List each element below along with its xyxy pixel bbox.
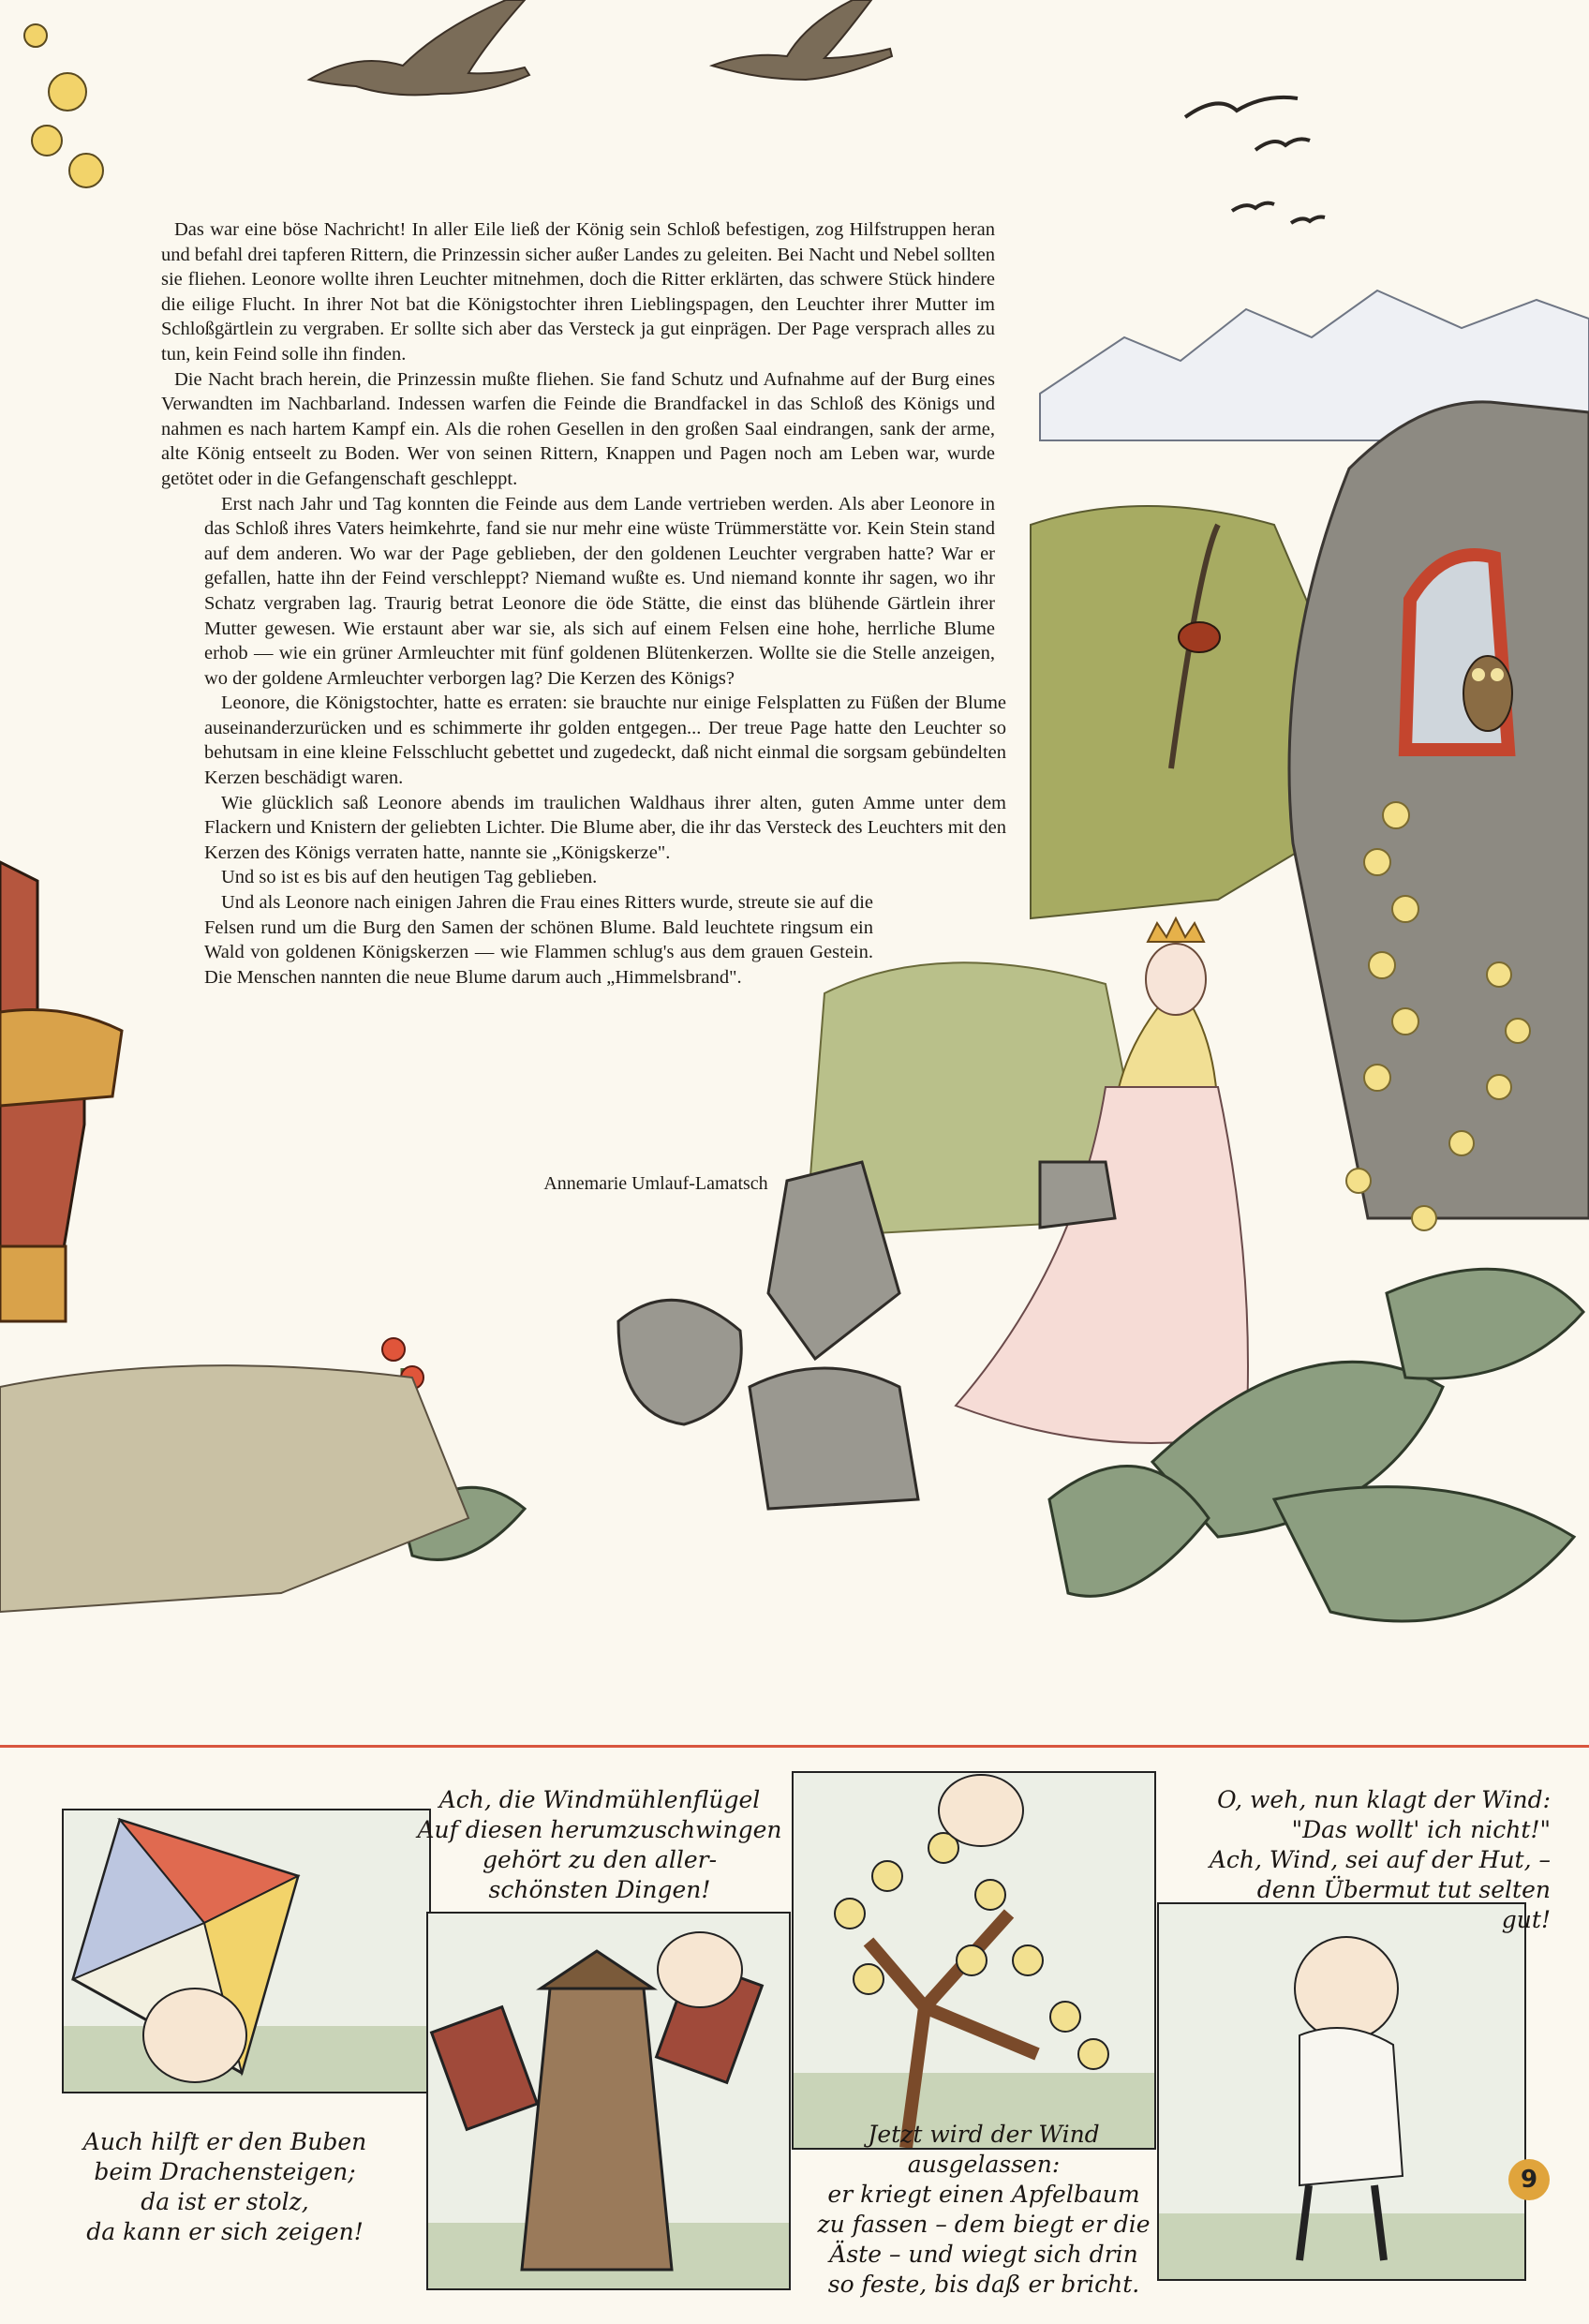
crying-child-icon [1159, 1904, 1524, 2279]
comic-panel-windmill [426, 1912, 791, 2290]
ground [0, 1365, 468, 1612]
ruin-rock [1289, 402, 1589, 1218]
story-paragraph-5: Wie glücklich saß Leonore abends im traulichen Waldhaus ihrer alten, guten Amme unter dem Flackern und Knistern der geliebten Lichter. Die Blume aber, die ihr das Versteck des Leuchters mit den Kerzen des Königs verraten hatte, nannte sie „Königskerze". [204, 792, 1006, 863]
story-paragraph-3: Erst nach Jahr und Tag konnten die Feinde aus dem Lande vertrieben werden. Als aber Leonore in das Schloß ihres Vaters heimkehrte, fand sie nur mehr eine wüste Trümmerstätte vor. Kein Stein stand auf dem anderen. Wo war der Page geblieben, der den goldenen Leuchter vergraben hatte? War er gefallen, hatte ihn der Feind verschleppt? Niemand wußte es. Und niemand konnte ihr sagen, wo ihr Schatz vergraben lag. Traurig betrat Leonore die öde Stätte, die einst das blühende Gärtlein ihrer Mutter gewesen. Wie erstaunt aber war sie, als sich auf einem Felsen eine hohe, herrliche Blume erhob — wie ein grüner Armleuchter mit fünf goldenen Blütenkerzen. Wollte sie die Stelle anzeigen, wo der goldene Armleuchter verborgen lag? Die Kerzen des Königs? [204, 493, 995, 689]
story-paragraph-6: Und so ist es bis auf den heutigen Tag geblieben. [221, 867, 598, 888]
story-text [161, 217, 1006, 990]
story-paragraph-2: Die Nacht brach herein, die Prinzessin mußte fliehen. Sie fand Schutz und Aufnahme auf der Burg eines Verwandten im Nachbarland. Indessen warfen die Feinde die Brandfackel in das Schloß des Königs und nahmen es nach hartem Kampf ein. Als die rohen Gesellen in den großen Saal eindrangen, sank der arme, alte König entseelt zu Boden. Wer von seinen Rittern, Knappen und Pagen noch am Leben war, wurde getötet oder in die Gefangenschaft geschleppt. [161, 368, 995, 489]
crown-icon [1148, 918, 1204, 942]
apple-tree-icon [794, 1773, 1154, 2148]
page-number: 9 [1508, 2159, 1550, 2200]
story-paragraph-7: Und als Leonore nach einigen Jahren die Frau eines Ritters wurde, streute sie auf die Felsen rund um die Burg den Samen der schönen Blume. Bald leuchtete ringsum ein Wald von goldenen Königskerzen — wie Flammen schlug's aus dem grauen Gestein. Die Menschen nannten die neue Blume darum auch „Himmelsbrand". [204, 892, 873, 988]
comic-panel-kite [62, 1809, 431, 2093]
kite-icon [64, 1810, 429, 2092]
author-name: Annemarie Umlauf-Lamatsch [543, 1173, 768, 1194]
bird-icon [1185, 97, 1325, 223]
comic-caption-2: Ach, die Windmühlenflügel Auf diesen herumzuschwingen gehört zu den aller- schönsten Dingen! [417, 1786, 782, 1903]
comic-caption-3: Jetzt wird der Wind ausgelassen: er kriegt einen Apfelbaum zu fassen – dem biegt er die Äste – und wiegt sich drin so feste, bis daß er bricht. [817, 2121, 1151, 2298]
windmill-icon [428, 1914, 789, 2288]
decorative-flower-icon [24, 24, 103, 187]
comic-panel-apple-tree [792, 1771, 1156, 2150]
comic-caption-4: O, weh, nun klagt der Wind: "Das wollt' ich nicht!" Ach, Wind, sei auf der Hut, – denn Übermut tut selten gut! [1209, 1786, 1551, 1933]
section-divider [0, 1745, 1589, 1748]
goose-icon [309, 0, 892, 95]
comic-caption-1: Auch hilft er den Buben beim Drachensteigen; da ist er stolz, da kann er sich zeigen! [82, 2128, 367, 2245]
castle-candelabra [0, 862, 122, 1321]
story-paragraph-1: Das war eine böse Nachricht! In aller Eile ließ der König sein Schloß befestigen, zog Hilfstruppen heran und befahl drei tapferen Rittern, die Prinzessin sicher außer Landes zu geleiten. Bei Nacht und Nebel sollten sie fliehen. Leonore wollte ihren Leuchter mitnehmen, doch die Ritter erklärten, das schwere Stück hindere die eilige Flucht. In ihrer Not bat die Königstochter ihren Lieblingspagen, den Leuchter ihrer Mutter im Schloßgärtlein zu vergraben. Er sollte sich aber das Versteck ja gut einprägen. Der Page versprach alles zu tun, kein Feind solle ihn finden. [161, 219, 995, 365]
comic-panel-sad-wind [1157, 1902, 1526, 2281]
story-paragraph-4: Leonore, die Königstochter, hatte es erraten: sie brauchte nur einige Felsplatten zu Füßen der Blume auseinanderzurücken und es schimmerte ihr golden entgegen... Der treue Page hatte den Leuchter so behutsam in eine kleine Felsschlucht gebettet und zugedeckt, daß nicht einmal die sorgsam gebündelten Kerzen beschädigt waren. [204, 693, 1006, 789]
owl-icon [1463, 656, 1512, 731]
